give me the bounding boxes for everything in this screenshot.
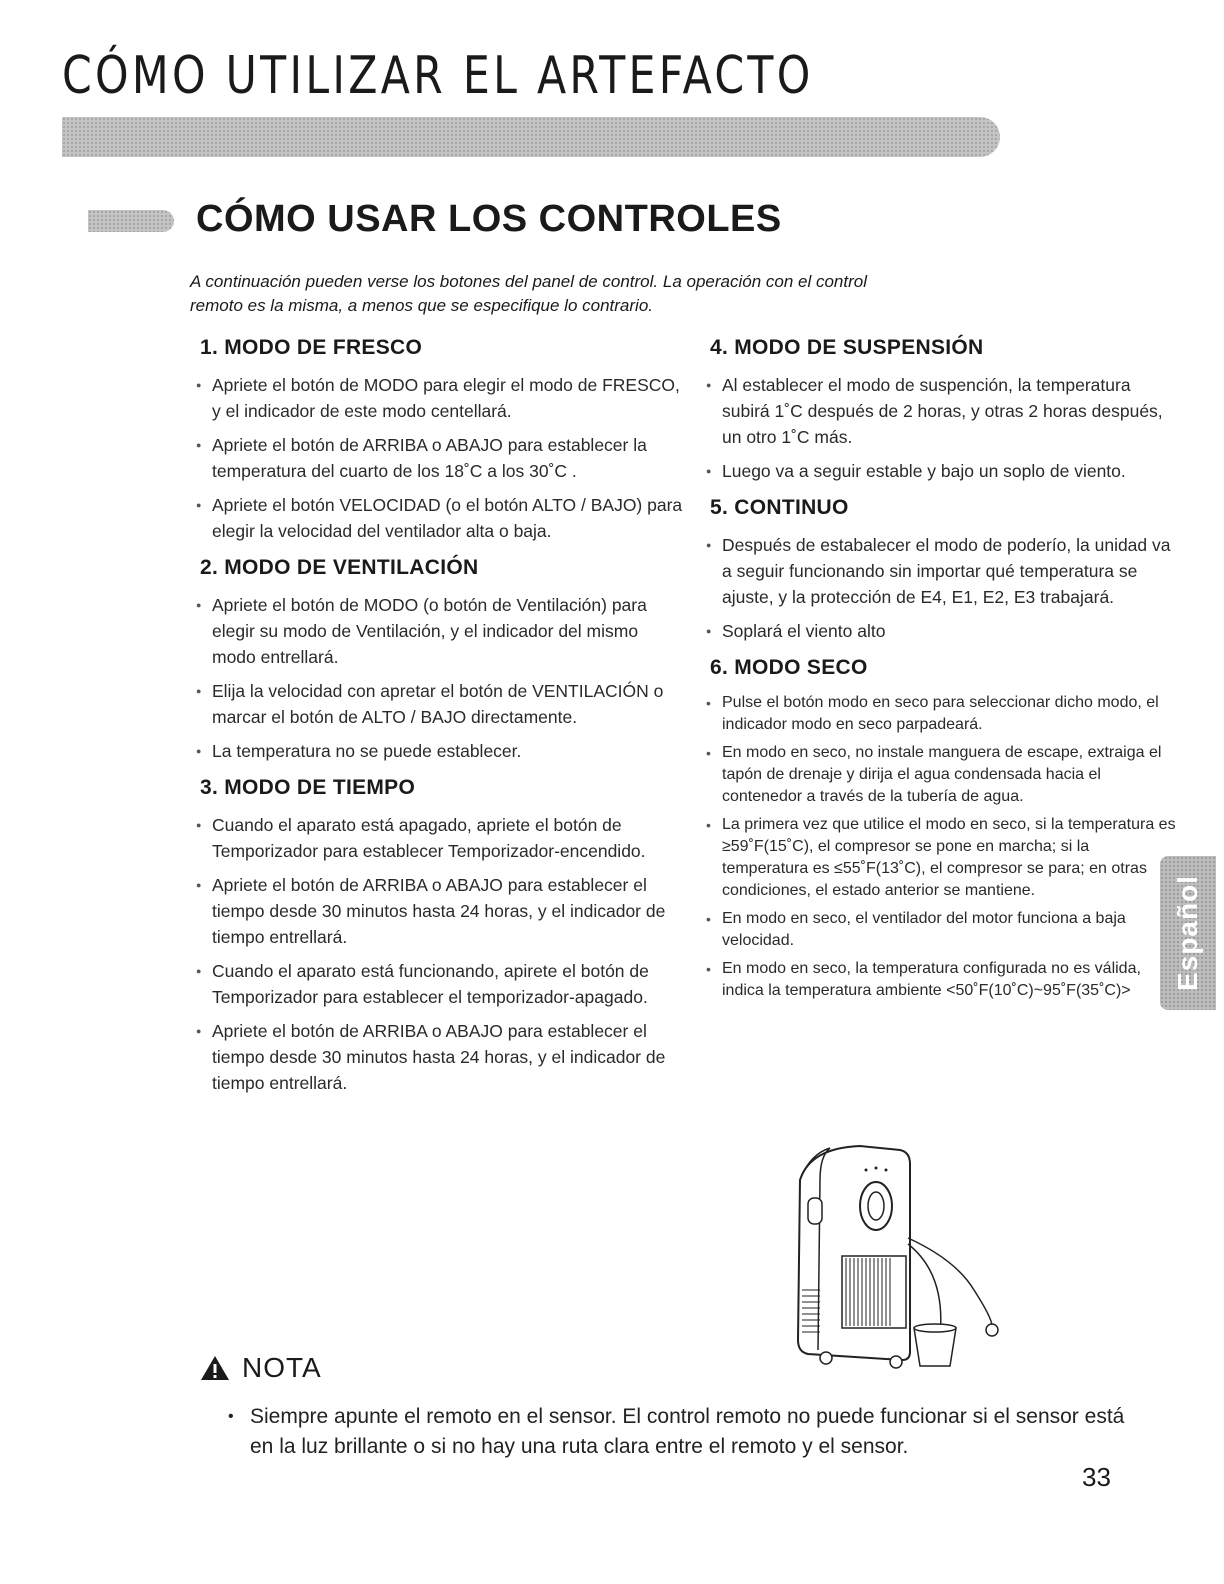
list-item: ● Apriete el botón de ARRIBA o ABAJO para establecer la temperatura del cuarto de los 18˚C a los 30˚C . [196, 432, 686, 484]
list-item: ● Al establecer el modo de suspención, la temperatura subirá 1˚C después de 2 horas, y otras 2 horas después, un otro 1˚C más. [706, 372, 1176, 450]
intro-text [190, 270, 1060, 318]
left-column [196, 336, 686, 1108]
air-conditioner-illustration [780, 1140, 1020, 1372]
list-item: ● Cuando el aparato está apagado, apriete el botón de Temporizador para establecer Temporizador-encendido. [196, 812, 686, 864]
language-tab [1160, 856, 1216, 1010]
section-decor-pill [88, 210, 174, 232]
mode-heading: 6. MODO SECO [710, 656, 868, 679]
list-item: ● Apriete el botón de MODO para elegir el modo de FRESCO, y el indicador de este modo centellará. [196, 372, 686, 424]
mode-ventilacion [196, 556, 686, 764]
mode-seco [706, 656, 1176, 1002]
intro-line-2: remoto es la misma, a menos que se especifique lo contrario. [190, 296, 654, 315]
mode-heading: 4. MODO DE SUSPENSIÓN [710, 336, 984, 359]
mode-list [196, 372, 686, 544]
nota-heading [200, 1352, 322, 1384]
mode-continuo [706, 496, 1176, 644]
list-item: • En modo en seco, la temperatura configurada no es válida, indica la temperatura ambiente <50˚F(10˚C)~95˚F(35˚C)> [706, 958, 1176, 1002]
list-item: ● Después de estabalecer el modo de poderío, la unidad va a seguir funcionando sin importar qué temperatura se ajuste, y la protección de E4, E1, E2, E3 trabajará. [706, 532, 1176, 610]
page-title: CÓMO UTILIZAR EL ARTEFACTO [62, 46, 814, 106]
list-item: ● Soplará el viento alto [706, 618, 1176, 644]
mode-heading: 2. MODO DE VENTILACIÓN [200, 556, 479, 579]
mode-list [706, 532, 1176, 644]
mode-fresco [196, 336, 686, 544]
language-tab-label: Español [1172, 875, 1203, 991]
mode-suspension [706, 336, 1176, 484]
nota-text: • Siempre apunte el remoto en el sensor. El control remoto no puede funcionar si el sensor está en la luz brillante o si no hay una ruta clara entre el remoto y el sensor. [228, 1402, 1130, 1462]
list-item: ● La temperatura no se puede establecer. [196, 738, 686, 764]
list-item: ● Apriete el botón VELOCIDAD (o el botón ALTO / BAJO) para elegir la velocidad del ventilador alta o baja. [196, 492, 686, 544]
mode-list [706, 372, 1176, 484]
mode-list [196, 592, 686, 764]
section-title: CÓMO USAR LOS CONTROLES [196, 198, 782, 240]
mode-tiempo [196, 776, 686, 1096]
warning-triangle-icon [200, 1355, 230, 1381]
list-item: ● Luego va a seguir estable y bajo un soplo de viento. [706, 458, 1176, 484]
list-item: • La primera vez que utilice el modo en seco, si la temperatura es ≥59˚F(15˚C), el compresor se pone en marcha; si la temperatura es ≤55˚F(13˚C), el compresor se para; en otras condiciones, el estado anterior se mantiene. [706, 814, 1176, 902]
list-item: ● Apriete el botón de MODO (o botón de Ventilación) para elegir su modo de Ventilación, y el indicador del mismo modo entrellará. [196, 592, 686, 670]
mode-heading: 1. MODO DE FRESCO [200, 336, 423, 359]
mode-heading: 3. MODO DE TIEMPO [200, 776, 416, 799]
list-item: • En modo en seco, no instale manguera de escape, extraiga el tapón de drenaje y dirija el agua condensada hacia el contenedor a través de la tubería de agua. [706, 742, 1176, 808]
list-item: ● Apriete el botón de ARRIBA o ABAJO para establecer el tiempo desde 30 minutos hasta 24 horas, y el indicador de tiempo entrellará. [196, 1018, 686, 1096]
right-column [706, 336, 1176, 1014]
page-number: 33 [1082, 1462, 1111, 1492]
title-decor-bar [62, 117, 1000, 157]
list-item: ● Elija la velocidad con apretar el botón de VENTILACIÓN o marcar el botón de ALTO / BAJO directamente. [196, 678, 686, 730]
mode-heading: 5. CONTINUO [710, 496, 849, 519]
list-item: • En modo en seco, el ventilador del motor funciona a baja velocidad. [706, 908, 1176, 952]
mode-list [196, 812, 686, 1096]
list-item: • Pulse el botón modo en seco para seleccionar dicho modo, el indicador modo en seco parpadeará. [706, 692, 1176, 736]
mode-list [706, 692, 1176, 1002]
intro-line-1: A continuación pueden verse los botones del panel de control. La operación con el control [190, 272, 867, 291]
list-item: ● Cuando el aparato está funcionando, apirete el botón de Temporizador para establecer el temporizador-apagado. [196, 958, 686, 1010]
nota-title: NOTA [242, 1352, 322, 1383]
list-item: ● Apriete el botón de ARRIBA o ABAJO para establecer el tiempo desde 30 minutos hasta 24 horas, y el indicador de tiempo entrellará. [196, 872, 686, 950]
